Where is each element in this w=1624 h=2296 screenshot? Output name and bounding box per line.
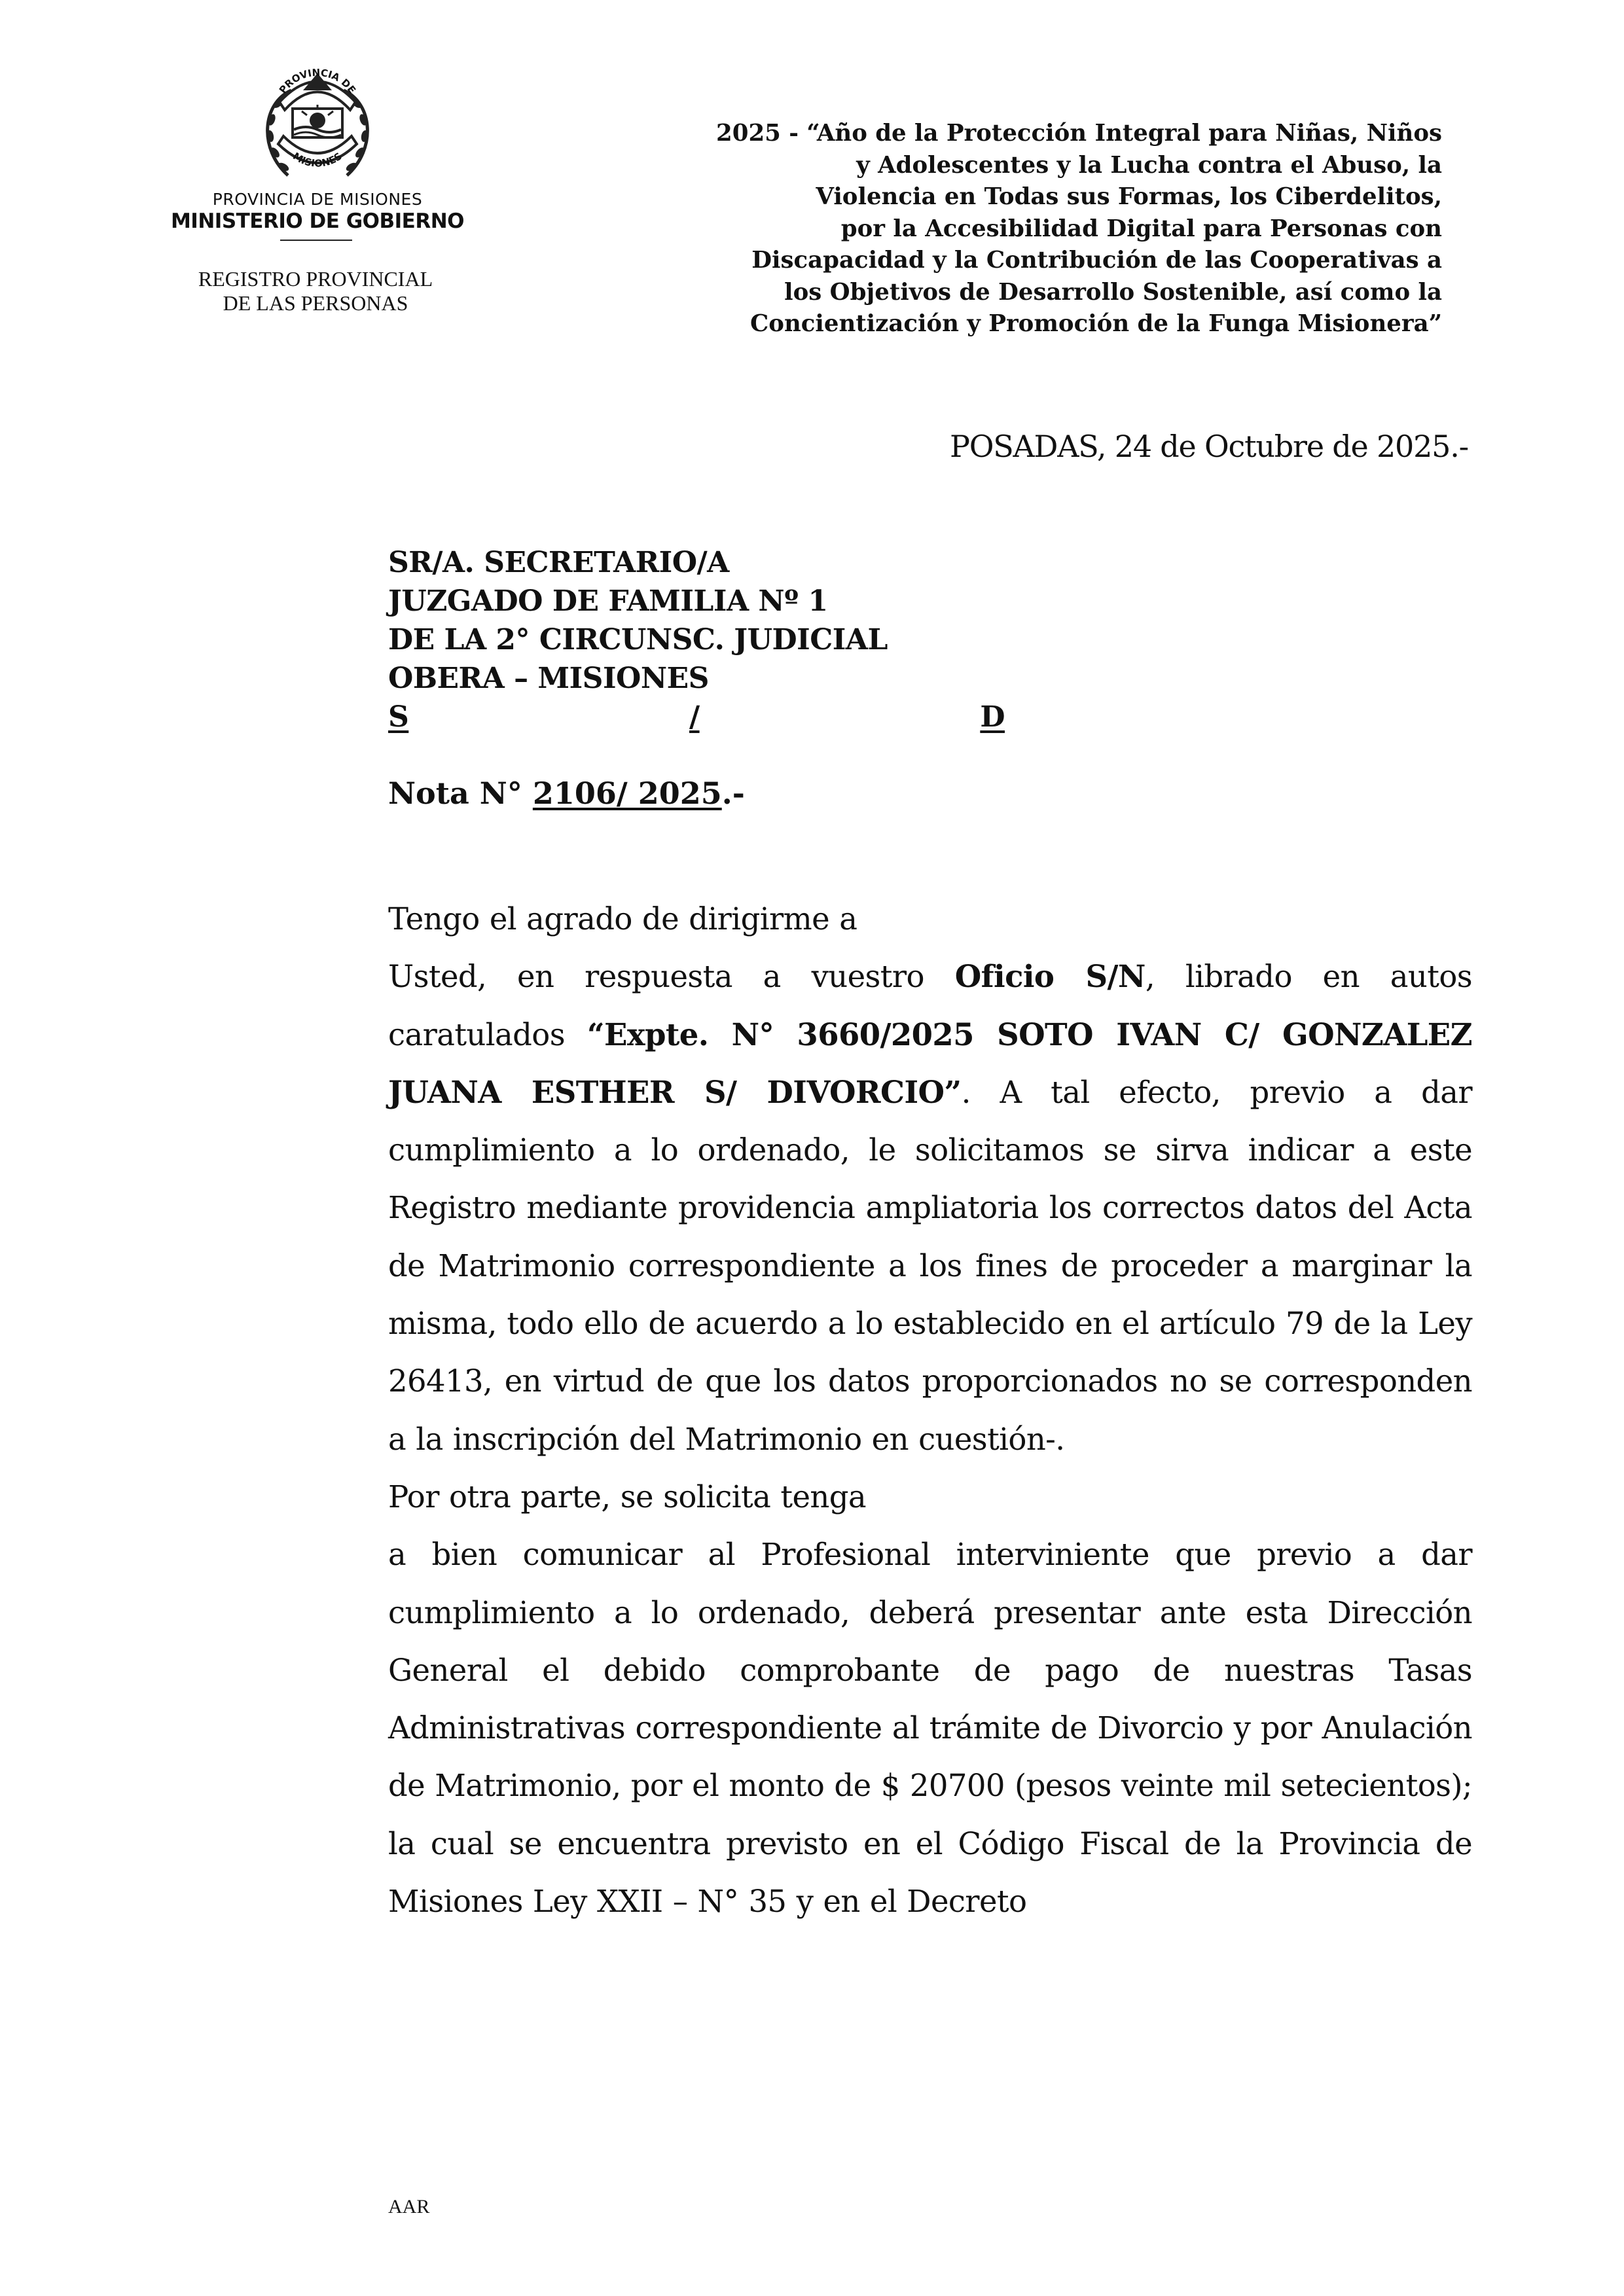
paragraph-1-text-c: , librado en autos caratulados <box>388 959 1472 1052</box>
addressee-line: OBERA – MISIONES <box>388 662 709 695</box>
addressee-line: DE LA 2° CIRCUNSC. JUDICIAL <box>388 623 888 656</box>
addressee-line: JUZGADO DE FAMILIA Nº 1 <box>388 584 828 618</box>
letterhead-divider <box>280 240 352 241</box>
sd-slash: / <box>689 700 700 734</box>
letter-body <box>388 890 1472 1930</box>
note-number-value: 2106/ 2025 <box>532 776 722 811</box>
motto-line: 2025 - “Año de la Protección Integral para Niñas, Niños <box>716 120 1442 147</box>
motto-line: y Adolescentes y la Lucha contra el Abuso, la <box>856 151 1442 179</box>
registry-name-line-1: REGISTRO PROVINCIAL <box>198 267 433 291</box>
paragraph-2-opening: Por otra parte, se solicita tenga <box>388 1479 867 1515</box>
oficio-reference: Oficio S/N <box>954 958 1146 995</box>
motto-line: por la Accesibilidad Digital para Personas con <box>840 215 1442 242</box>
sd-d: D <box>980 700 1005 734</box>
addressee-block <box>388 543 1005 736</box>
motto-line: Concientización y Promoción de la Funga Misionera” <box>750 310 1442 337</box>
footer-initials: AAR <box>388 2196 430 2217</box>
motto-line: los Objetivos de Desarrollo Sostenible, así como la <box>784 278 1442 306</box>
paragraph-1-text-e: . A tal efecto, previo a dar cumplimiento a lo ordenado, le solicitamos se sirva indicar a este Registro mediante providencia ampliatoria los correctos datos del Acta de Matrimonio correspondiente a los fines de proceder a marginar la misma, todo ello de acuerdo a lo establecido en el artículo 79 de la Ley 26413, en virtud de que los datos proporcionados no se corresponden a la inscripción del Matrimonio en cuestión-. <box>388 1074 1473 1457</box>
date-line: POSADAS, 24 de Octubre de 2025.- <box>949 429 1468 464</box>
note-number <box>388 776 745 811</box>
paragraph-1 <box>388 948 1472 1468</box>
sd-s: S <box>388 700 409 734</box>
svg-text:MISIONES: MISIONES <box>291 150 344 170</box>
province-name: PROVINCIA DE MISIONES <box>212 190 423 209</box>
note-label: Nota N° <box>388 776 533 811</box>
case-file-reference: “Expte. N° 3660/2025 SOTO IVAN C/ GONZALEZ JUANA ESTHER S/ DIVORCIO” <box>388 1016 1472 1110</box>
paragraph-1-opening: Tengo el agrado de dirigirme a <box>388 901 857 937</box>
paragraph-2: a bien comunicar al Profesional interviniente que previo a dar cumplimiento a lo ordenado, deberá presentar ante esta Dirección General el debido comprobante de pago de nuestras Tasas Administrativas correspondiente al trámite de Divorcio y por Anulación de Matrimonio, por el monto de $ 20700 (pesos veinte mil setecientos); la cual se encuentra previsto en el Código Fiscal de la Provincia de Misiones Ley XXII – N° 35 y en el Decreto <box>388 1537 1472 1920</box>
motto-line: Violencia en Todas sus Formas, los Ciberdelitos, <box>816 183 1442 210</box>
svg-text:PROVINCIA DE: PROVINCIA DE <box>276 66 359 96</box>
provincia-de-misiones-seal-icon <box>252 64 383 188</box>
sd-line <box>388 698 1005 736</box>
ministry-name: MINISTERIO DE GOBIERNO <box>170 209 465 233</box>
registry-name-line-2: DE LAS PERSONAS <box>223 291 408 315</box>
motto-line: Discapacidad y la Contribución de las Cooperativas a <box>751 247 1442 274</box>
official-year-motto <box>628 118 1442 340</box>
paragraph-1-text-a: Usted, en respuesta a vuestro <box>388 959 955 995</box>
note-suffix: .- <box>721 776 745 811</box>
addressee-line: SR/A. SECRETARIO/A <box>388 546 729 579</box>
